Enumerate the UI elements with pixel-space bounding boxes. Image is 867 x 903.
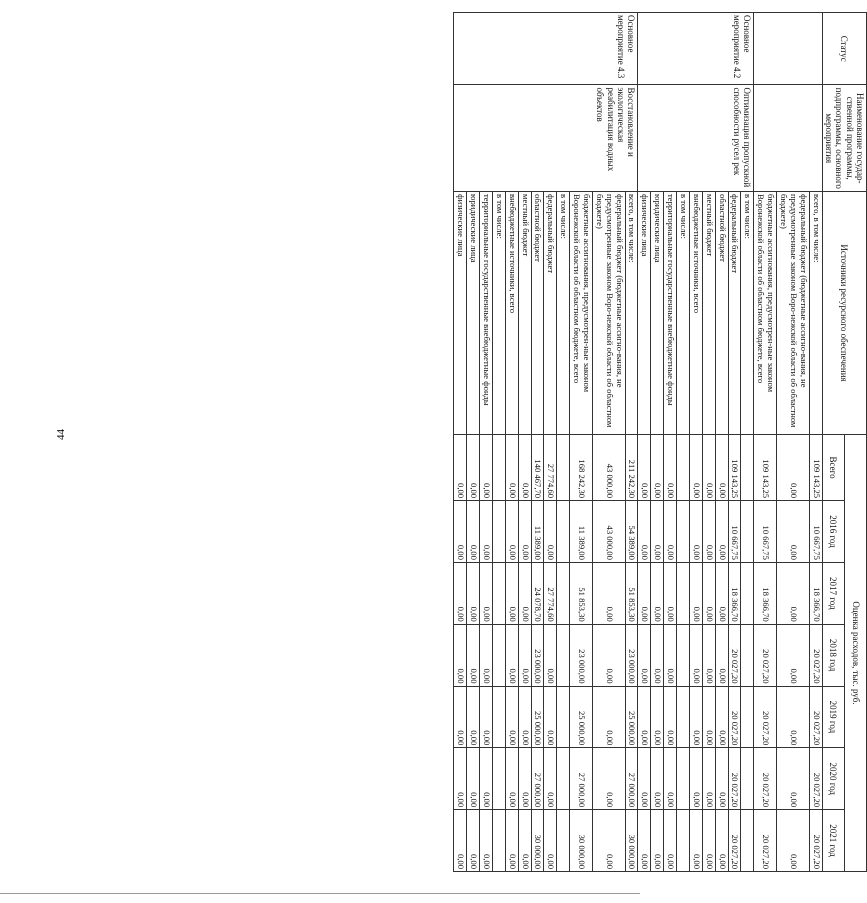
header-year: 2019 год xyxy=(822,686,844,748)
value-cell: 23 000,00 xyxy=(570,624,593,686)
value-cell xyxy=(741,624,754,686)
value-cell: 0,00 xyxy=(593,562,626,624)
value-cell: 0,00 xyxy=(467,748,480,810)
value-cell: 109 143,25 xyxy=(809,435,822,501)
value-cell: 0,00 xyxy=(702,501,715,563)
value-cell: 0,00 xyxy=(715,435,728,501)
value-cell: 0,00 xyxy=(454,810,467,872)
value-cell: 0,00 xyxy=(702,435,715,501)
source-label: областной бюджет xyxy=(715,192,728,435)
value-cell: 11 389,00 xyxy=(531,501,544,563)
value-cell: 54 389,00 xyxy=(625,501,638,563)
value-cell xyxy=(677,562,690,624)
source-label: юридические лица xyxy=(467,192,480,435)
value-cell xyxy=(493,624,506,686)
value-cell: 109 143,25 xyxy=(728,435,741,501)
value-cell: 0,00 xyxy=(777,748,810,810)
value-cell: 140 467,70 xyxy=(531,435,544,501)
value-cell xyxy=(741,686,754,748)
source-label: областной бюджет xyxy=(531,192,544,435)
value-cell xyxy=(741,435,754,501)
program-name-cell: Восстановление и экологическая реабилитация водных объектов xyxy=(454,85,638,192)
source-label: в том числе: xyxy=(677,192,690,435)
value-cell: 0,00 xyxy=(777,501,810,563)
value-cell: 109 143,25 xyxy=(754,435,777,501)
value-cell: 168 242,30 xyxy=(570,435,593,501)
value-cell: 51 853,30 xyxy=(625,562,638,624)
value-cell: 20 027,20 xyxy=(728,686,741,748)
value-cell xyxy=(493,686,506,748)
value-cell: 0,00 xyxy=(454,686,467,748)
value-cell: 0,00 xyxy=(467,624,480,686)
source-label: в том числе: xyxy=(493,192,506,435)
source-label: местный бюджет xyxy=(702,192,715,435)
source-label: федеральный бюджет xyxy=(544,192,557,435)
value-cell xyxy=(557,501,570,563)
value-cell: 0,00 xyxy=(454,624,467,686)
source-label: территориальные государственные внебюджетные фонды xyxy=(480,192,493,435)
source-label: внебюджетные источники, всего xyxy=(690,192,703,435)
value-cell: 0,00 xyxy=(690,810,703,872)
value-cell: 0,00 xyxy=(544,624,557,686)
value-cell: 0,00 xyxy=(638,686,651,748)
value-cell: 0,00 xyxy=(518,686,531,748)
budget-table xyxy=(453,12,867,872)
rotated-page xyxy=(453,12,867,872)
value-cell xyxy=(557,562,570,624)
value-cell: 0,00 xyxy=(715,562,728,624)
value-cell: 0,00 xyxy=(505,501,518,563)
value-cell: 0,00 xyxy=(702,686,715,748)
value-cell: 0,00 xyxy=(505,748,518,810)
value-cell: 30 000,00 xyxy=(570,810,593,872)
value-cell: 0,00 xyxy=(480,435,493,501)
program-name-cell xyxy=(754,85,822,192)
source-label: федеральный бюджет (бюджетные ассигно-вания, не предусмотренные законом Воро-нежской области об областном бюджете) xyxy=(777,192,810,435)
value-cell: 20 027,20 xyxy=(809,624,822,686)
value-cell: 0,00 xyxy=(651,435,664,501)
value-cell xyxy=(677,810,690,872)
value-cell: 0,00 xyxy=(518,810,531,872)
value-cell: 0,00 xyxy=(690,435,703,501)
value-cell xyxy=(677,501,690,563)
value-cell: 51 853,30 xyxy=(570,562,593,624)
value-cell: 0,00 xyxy=(480,686,493,748)
page-number: 44 xyxy=(55,429,67,440)
value-cell: 20 027,20 xyxy=(809,748,822,810)
value-cell: 0,00 xyxy=(638,435,651,501)
value-cell: 0,00 xyxy=(651,686,664,748)
header-year: 2021 год xyxy=(822,810,844,872)
header-year: 2017 год xyxy=(822,562,844,624)
source-label: бюджетные ассигнования, предусмотрен-ные законом Воронежской области об областном бюджете, всего xyxy=(754,192,777,435)
value-cell: 20 027,20 xyxy=(809,810,822,872)
value-cell xyxy=(493,748,506,810)
value-cell: 0,00 xyxy=(505,686,518,748)
status-cell xyxy=(754,13,822,85)
header-year: 2016 год xyxy=(822,501,844,563)
value-cell: 0,00 xyxy=(664,624,677,686)
value-cell: 0,00 xyxy=(638,501,651,563)
value-cell: 0,00 xyxy=(467,562,480,624)
table-row xyxy=(625,13,638,872)
value-cell: 43 000,00 xyxy=(593,501,626,563)
value-cell: 10 667,75 xyxy=(809,501,822,563)
value-cell: 0,00 xyxy=(777,810,810,872)
value-cell: 0,00 xyxy=(702,748,715,810)
footer-divider xyxy=(0,893,640,894)
value-cell: 30 000,00 xyxy=(625,810,638,872)
value-cell: 0,00 xyxy=(505,810,518,872)
value-cell: 30 000,00 xyxy=(531,810,544,872)
value-cell: 0,00 xyxy=(664,501,677,563)
value-cell: 0,00 xyxy=(518,435,531,501)
source-label: территориальные государственные внебюджетные фонды xyxy=(664,192,677,435)
source-label: физические лица xyxy=(638,192,651,435)
value-cell: 18 366,70 xyxy=(809,562,822,624)
value-cell: 0,00 xyxy=(505,562,518,624)
value-cell: 10 667,75 xyxy=(754,501,777,563)
value-cell: 25 000,00 xyxy=(625,686,638,748)
value-cell: 0,00 xyxy=(593,686,626,748)
value-cell: 0,00 xyxy=(777,562,810,624)
source-label: бюджетные ассигнования, предусмотрен-ные законом Воронежской области об областном бюджете, всего xyxy=(570,192,593,435)
value-cell: 0,00 xyxy=(664,748,677,810)
value-cell: 0,00 xyxy=(467,810,480,872)
value-cell: 0,00 xyxy=(651,562,664,624)
value-cell xyxy=(493,810,506,872)
value-cell xyxy=(557,810,570,872)
value-cell: 20 027,20 xyxy=(728,624,741,686)
value-cell xyxy=(557,686,570,748)
header-year: 2020 год xyxy=(822,748,844,810)
table-row xyxy=(741,13,754,872)
value-cell: 27 000,00 xyxy=(625,748,638,810)
value-cell xyxy=(557,435,570,501)
value-cell: 0,00 xyxy=(715,748,728,810)
value-cell: 0,00 xyxy=(467,435,480,501)
value-cell: 0,00 xyxy=(690,748,703,810)
value-cell: 20 027,20 xyxy=(754,810,777,872)
value-cell xyxy=(677,686,690,748)
value-cell: 0,00 xyxy=(690,686,703,748)
value-cell: 0,00 xyxy=(467,686,480,748)
source-label: местный бюджет xyxy=(518,192,531,435)
value-cell xyxy=(741,562,754,624)
value-cell: 0,00 xyxy=(518,624,531,686)
value-cell: 20 027,20 xyxy=(728,748,741,810)
value-cell xyxy=(741,748,754,810)
value-cell: 27 000,00 xyxy=(531,748,544,810)
value-cell: 0,00 xyxy=(518,501,531,563)
value-cell: 0,00 xyxy=(715,810,728,872)
value-cell: 25 000,00 xyxy=(570,686,593,748)
value-cell xyxy=(493,501,506,563)
value-cell: 0,00 xyxy=(505,435,518,501)
value-cell: 0,00 xyxy=(638,810,651,872)
header-year: Всего xyxy=(822,435,844,501)
value-cell: 27 774,60 xyxy=(544,562,557,624)
value-cell: 0,00 xyxy=(544,501,557,563)
value-cell: 0,00 xyxy=(690,562,703,624)
value-cell: 0,00 xyxy=(702,624,715,686)
value-cell: 0,00 xyxy=(638,624,651,686)
value-cell: 0,00 xyxy=(664,562,677,624)
value-cell: 0,00 xyxy=(544,810,557,872)
value-cell: 211 242,30 xyxy=(625,435,638,501)
value-cell: 0,00 xyxy=(690,624,703,686)
value-cell: 0,00 xyxy=(544,686,557,748)
header-source: Источники ресурсного обеспечения xyxy=(822,192,866,435)
value-cell: 0,00 xyxy=(454,435,467,501)
value-cell: 23 000,00 xyxy=(531,624,544,686)
value-cell: 0,00 xyxy=(518,562,531,624)
value-cell: 24 078,70 xyxy=(531,562,544,624)
header-year: 2018 год xyxy=(822,624,844,686)
value-cell: 0,00 xyxy=(702,810,715,872)
value-cell: 0,00 xyxy=(715,686,728,748)
value-cell: 0,00 xyxy=(638,748,651,810)
table-body xyxy=(454,13,822,872)
value-cell: 18 366,70 xyxy=(754,562,777,624)
table-row xyxy=(809,13,822,872)
header-name: Наименование государ-ственной программы, подпрограммы, основного мероприятия xyxy=(822,85,866,192)
value-cell: 0,00 xyxy=(651,810,664,872)
value-cell: 0,00 xyxy=(638,562,651,624)
program-name-cell: Оптимизация пропускной способности русел рек xyxy=(638,85,754,192)
value-cell: 0,00 xyxy=(777,624,810,686)
source-label: в том числе: xyxy=(557,192,570,435)
value-cell xyxy=(741,501,754,563)
value-cell: 20 027,20 xyxy=(728,810,741,872)
value-cell: 11 389,00 xyxy=(570,501,593,563)
source-label: федеральный бюджет xyxy=(728,192,741,435)
value-cell: 0,00 xyxy=(480,501,493,563)
source-label: всего, в том числе: xyxy=(625,192,638,435)
value-cell: 0,00 xyxy=(593,748,626,810)
value-cell xyxy=(677,748,690,810)
source-label: физические лица xyxy=(454,192,467,435)
value-cell: 0,00 xyxy=(454,501,467,563)
source-label: в том числе: xyxy=(741,192,754,435)
value-cell: 0,00 xyxy=(480,624,493,686)
value-cell: 0,00 xyxy=(593,810,626,872)
value-cell: 0,00 xyxy=(651,624,664,686)
value-cell: 0,00 xyxy=(777,686,810,748)
value-cell: 43 000,00 xyxy=(593,435,626,501)
value-cell: 0,00 xyxy=(480,562,493,624)
value-cell: 0,00 xyxy=(467,501,480,563)
value-cell: 0,00 xyxy=(690,501,703,563)
value-cell: 0,00 xyxy=(544,748,557,810)
source-label: всего, в том числе: xyxy=(809,192,822,435)
value-cell xyxy=(677,624,690,686)
value-cell: 20 027,20 xyxy=(754,624,777,686)
value-cell: 20 027,20 xyxy=(809,686,822,748)
value-cell: 0,00 xyxy=(664,810,677,872)
value-cell: 0,00 xyxy=(715,624,728,686)
value-cell: 23 000,00 xyxy=(625,624,638,686)
value-cell: 0,00 xyxy=(651,748,664,810)
value-cell xyxy=(493,562,506,624)
value-cell xyxy=(677,435,690,501)
value-cell: 0,00 xyxy=(454,748,467,810)
value-cell: 0,00 xyxy=(505,624,518,686)
value-cell: 0,00 xyxy=(777,435,810,501)
value-cell: 25 000,00 xyxy=(531,686,544,748)
value-cell: 27 000,00 xyxy=(570,748,593,810)
value-cell: 0,00 xyxy=(480,748,493,810)
value-cell: 20 027,20 xyxy=(754,748,777,810)
value-cell: 0,00 xyxy=(702,562,715,624)
value-cell: 0,00 xyxy=(593,624,626,686)
status-cell: Основное мероприятие 4.3 xyxy=(454,13,638,85)
value-cell: 0,00 xyxy=(664,686,677,748)
value-cell: 0,00 xyxy=(454,562,467,624)
source-label: внебюджетные источники, всего xyxy=(505,192,518,435)
value-cell xyxy=(493,435,506,501)
value-cell: 0,00 xyxy=(715,501,728,563)
header-status: Статус xyxy=(822,13,866,85)
source-label: юридические лица xyxy=(651,192,664,435)
value-cell: 27 774,60 xyxy=(544,435,557,501)
value-cell: 0,00 xyxy=(664,435,677,501)
value-cell: 0,00 xyxy=(518,748,531,810)
value-cell: 18 366,70 xyxy=(728,562,741,624)
value-cell xyxy=(557,624,570,686)
value-cell: 0,00 xyxy=(480,810,493,872)
value-cell xyxy=(741,810,754,872)
header-estimate: Оценка расходов, тыс. руб. xyxy=(844,435,866,872)
value-cell: 10 667,75 xyxy=(728,501,741,563)
value-cell: 0,00 xyxy=(651,501,664,563)
status-cell: Основное мероприятие 4.2 xyxy=(638,13,754,85)
value-cell: 20 027,20 xyxy=(754,686,777,748)
source-label: федеральный бюджет (бюджетные ассигно-вания, не предусмотренные законом Воро-нежской области об областном бюджете) xyxy=(593,192,626,435)
value-cell xyxy=(557,748,570,810)
